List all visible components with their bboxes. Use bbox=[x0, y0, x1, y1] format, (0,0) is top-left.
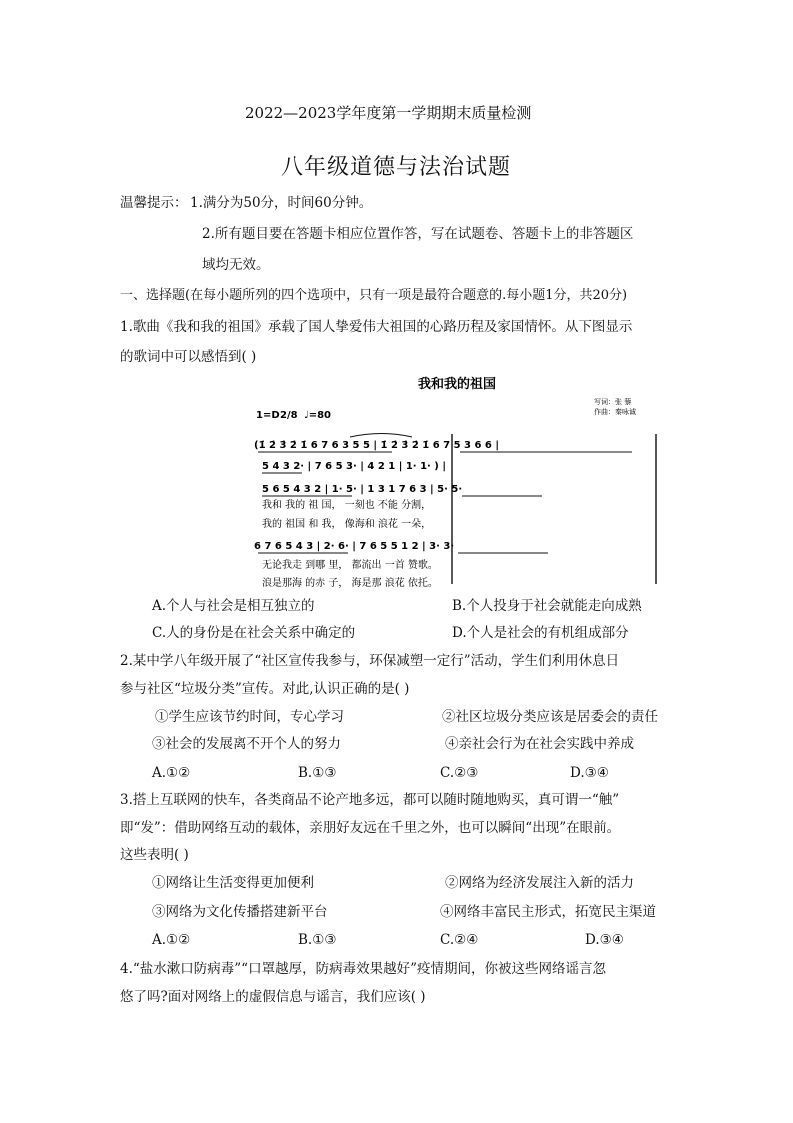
q2-option-d[interactable]: D.③④ bbox=[570, 765, 609, 781]
score-notation-row-3: 5 6 5 4 3 2 | 1· 5· | 1 3 1 7 6 3 | 5· 5· bbox=[262, 484, 463, 495]
score-tempo: ♩=80 bbox=[304, 410, 332, 421]
q2-statement-1: ①学生应该节约时间，专心学习 bbox=[155, 709, 344, 725]
q1-stem-line-2: 的歌词中可以感悟到( ) bbox=[120, 349, 257, 365]
score-notation-row-4: 6 7 6 5 4 3 | 2· 6· | 7 6 5 5 1 2 | 3· 3· bbox=[254, 541, 455, 552]
score-notation-row-2: 5 4 3 2· | 7 6 5 3· | 4 2 1 | 1· 1· ) | bbox=[262, 461, 447, 472]
q1-option-b[interactable]: B.个人投身于社会就能走向成熟 bbox=[452, 598, 642, 614]
score-notation-row-1: (1̇ 2̇ 3̇ 2̇ 1̇ 6 7 6 3 5 5 | 1̇ 2̇ 3̇ 2̇ 1̇ 6 7 5 3 6 6 | bbox=[254, 440, 500, 451]
tips-item-2-line-1: 2.所有题目要在答题卡相应位置作答，写在试题卷、答题卡上的非答题区 bbox=[202, 226, 634, 242]
q2-statement-4: ④亲社会行为在社会实践中养成 bbox=[445, 736, 634, 752]
q2-stem-line-2: 参与社区“垃圾分类”宣传。对此,认识正确的是( ) bbox=[120, 681, 410, 697]
q1-stem-line-1: 1.歌曲《我和我的祖国》承载了国人挚爱伟大祖国的心路历程及家国情怀。从下图显示 bbox=[120, 319, 633, 335]
score-lyric-row-4: 浪是那海 的赤 子， 海是那 浪花 依托。 bbox=[262, 578, 438, 589]
q3-statement-3: ③网络为文化传播搭建新平台 bbox=[152, 904, 328, 920]
score-composer: 作曲：秦咏诚 bbox=[594, 408, 636, 416]
q1-option-a[interactable]: A.个人与社会是相互独立的 bbox=[152, 598, 315, 614]
paper-title: 八年级道德与法治试题 bbox=[281, 155, 512, 180]
tips-item-1: 1.满分为50分，时间60分钟。 bbox=[190, 195, 373, 211]
q3-statement-1: ①网络让生活变得更加便利 bbox=[152, 875, 314, 891]
tips-label: 温馨提示： bbox=[120, 195, 188, 211]
song-score-image bbox=[252, 374, 662, 594]
score-lyric-row-2: 我的 祖国 和 我， 像海和 浪花 一朵， bbox=[262, 519, 432, 530]
q4-stem-line-1: 4.“盐水漱口防病毒”“口罩越厚，防病毒效果越好”疫情期间，你被这些网络谣言忽 bbox=[120, 961, 606, 977]
score-lyric-row-1: 我和 我的 祖 国， 一刻也 不能 分割， bbox=[262, 500, 432, 511]
q2-option-c[interactable]: C.②③ bbox=[440, 765, 479, 781]
q2-option-a[interactable]: A.①② bbox=[152, 765, 191, 781]
score-time-signature: 2/8 bbox=[280, 410, 298, 421]
score-lyricist: 写词：张 藜 bbox=[594, 398, 632, 406]
q3-stem-line-1: 3.搭上互联网的快车，各类商品不论产地多远，都可以随时随地购买，真可谓一“触” bbox=[120, 792, 620, 808]
q2-stem-line-1: 2.某中学八年级开展了“社区宣传我参与，环保减塑一定行”活动，学生们利用休息日 bbox=[120, 653, 620, 669]
section-heading: 一、选择题(在每小题所列的四个选项中，只有一项是最符合题意的.每小题1分，共20分) bbox=[120, 288, 628, 303]
q3-option-b[interactable]: B.①③ bbox=[298, 932, 337, 948]
score-title: 我和我的祖国 bbox=[417, 377, 497, 392]
q4-stem-line-2: 悠了吗?面对网络上的虚假信息与谣言，我们应该( ) bbox=[120, 989, 426, 1005]
q2-statement-2: ②社区垃圾分类应该是居委会的责任 bbox=[442, 709, 658, 725]
q2-statement-3: ③社会的发展离不开个人的努力 bbox=[152, 736, 341, 752]
score-key-signature: 1=D bbox=[256, 410, 280, 421]
q3-statement-4: ④网络丰富民主形式，拓宽民主渠道 bbox=[440, 904, 656, 920]
q1-option-c[interactable]: C.人的身份是在社会关系中确定的 bbox=[152, 625, 356, 641]
exam-period-heading: 2022—2023学年度第一学期期末质量检测 bbox=[245, 104, 532, 122]
q3-option-c[interactable]: C.②④ bbox=[440, 932, 479, 948]
score-lyric-row-3: 无论我走 到哪 里， 都流出 一首 赞歌。 bbox=[262, 560, 438, 571]
q2-option-b[interactable]: B.①③ bbox=[298, 765, 337, 781]
q3-statement-2: ②网络为经济发展注入新的活力 bbox=[445, 875, 634, 891]
q3-stem-line-3: 这些表明( ) bbox=[120, 847, 189, 863]
q3-stem-line-2: 即“发”：借助网络互动的载体，亲朋好友远在千里之外，也可以瞬间“出现”在眼前。 bbox=[120, 820, 621, 836]
q3-option-a[interactable]: A.①② bbox=[152, 932, 191, 948]
q3-option-d[interactable]: D.③④ bbox=[585, 932, 624, 948]
q1-option-d[interactable]: D.个人是社会的有机组成部分 bbox=[452, 625, 629, 641]
tips-item-2-line-2: 域均无效。 bbox=[202, 257, 270, 273]
